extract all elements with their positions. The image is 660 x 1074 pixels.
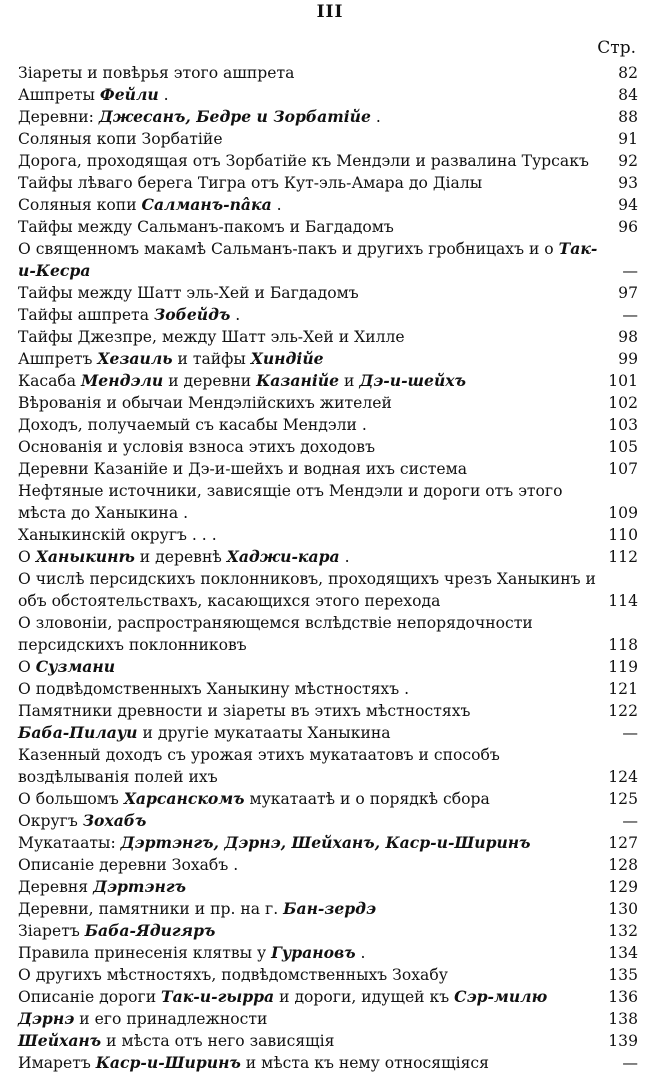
toc-entry <box>18 722 638 744</box>
toc-entry-page: 125 <box>608 790 638 808</box>
toc-entry-title: Округъ Зохабъ <box>18 811 147 830</box>
toc-entry <box>18 788 638 810</box>
toc-entry-title: Казенный доходъ съ урожая этихъ мукатаатовъ и способъ воздѣлыванія полей ихъ <box>18 746 500 786</box>
toc-entry <box>18 1008 638 1030</box>
toc-entry-page: 103 <box>608 416 638 434</box>
toc-entry <box>18 898 638 920</box>
toc-entry <box>18 744 638 788</box>
toc-entry-page: 127 <box>608 834 638 852</box>
toc-entry-title: Соляныя копи Зорбатійе <box>18 130 223 148</box>
toc-entry-title: Ашпреты Фейли . <box>18 85 169 104</box>
toc-entry-page: 118 <box>608 636 638 654</box>
toc-entry-title: Шейханъ и мѣста отъ него зависящія <box>18 1031 335 1050</box>
toc-entry-title: Вѣрованія и обычаи Мендэлійскихъ жителей <box>18 394 392 412</box>
toc-entry-title: Зіареты и повѣрья этого ашпрета <box>18 64 295 82</box>
toc-entry-title: Деревня Дэртэнгъ <box>18 877 186 896</box>
toc-entry-page: 96 <box>618 218 638 236</box>
toc-entry-title: Деревни, памятники и пр. на г. Бан-зердэ <box>18 899 377 918</box>
toc-entry <box>18 568 638 612</box>
toc-entry <box>18 304 638 326</box>
toc-entry-title: О числѣ персидскихъ поклонниковъ, проходящихъ чрезъ Ханыкинъ и объ обстоятельствахъ, касающихся этого перехода <box>18 570 596 610</box>
toc-entry <box>18 392 638 414</box>
toc-entry <box>18 832 638 854</box>
toc-entry-title: О подвѣдомственныхъ Ханыкину мѣстностяхъ . <box>18 680 410 698</box>
toc-entry-title: О Сузмани <box>18 657 116 676</box>
toc-entry-title: Тайфы ашпрета Зобейдъ . <box>18 305 241 324</box>
toc-entry <box>18 216 638 238</box>
table-of-contents <box>18 62 638 1074</box>
toc-entry <box>18 524 638 546</box>
page-number: III <box>316 2 344 22</box>
toc-entry-title: Основанія и условія взноса этихъ доходовъ <box>18 438 376 456</box>
toc-entry <box>18 150 638 172</box>
toc-entry-page: 112 <box>608 548 638 566</box>
toc-entry-title: Тайфы между Сальманъ-пакомъ и Багдадомъ <box>18 218 394 236</box>
toc-entry-page: 128 <box>608 856 638 874</box>
toc-entry-page: 92 <box>618 152 638 170</box>
toc-entry-title: Ашпретъ Хезаиль и тайфы Хиндійе <box>18 349 324 368</box>
toc-entry-page: 132 <box>608 922 638 940</box>
toc-entry-title: Зіаретъ Баба-Ядигяръ <box>18 921 216 940</box>
toc-entry-page: — <box>622 1054 638 1072</box>
toc-entry-page: 130 <box>608 900 638 918</box>
toc-entry-page: 135 <box>608 966 638 984</box>
toc-entry-title: О Ханыкинѣ и деревнѣ Хаджи-кара . <box>18 547 350 566</box>
toc-entry <box>18 480 638 524</box>
toc-entry <box>18 326 638 348</box>
toc-entry-page: 93 <box>618 174 638 192</box>
toc-entry <box>18 678 638 700</box>
toc-entry-page: 99 <box>618 350 638 368</box>
toc-entry-page: 102 <box>608 394 638 412</box>
toc-entry-title: Дорога, проходящая отъ Зорбатійе къ Мендэли и развалина Турсакъ <box>18 152 589 170</box>
toc-entry <box>18 546 638 568</box>
toc-entry-title: Тайфы Джезпре, между Шатт эль-Хей и Хилле <box>18 328 405 346</box>
toc-entry <box>18 810 638 832</box>
toc-entry-page: 136 <box>608 988 638 1006</box>
toc-entry-page: 88 <box>618 108 638 126</box>
toc-entry-page: 101 <box>608 372 638 390</box>
toc-entry-page: 122 <box>608 702 638 720</box>
toc-entry-page: — <box>622 306 638 324</box>
toc-entry-page: 139 <box>608 1032 638 1050</box>
page-column-header: Стр. <box>597 38 636 58</box>
toc-entry-title: Описаніе деревни Зохабъ . <box>18 856 239 874</box>
toc-entry-title: Тайфы между Шатт эль-Хей и Багдадомъ <box>18 284 359 302</box>
toc-entry-page: 138 <box>608 1010 638 1028</box>
toc-entry <box>18 656 638 678</box>
toc-entry-page: — <box>622 724 638 742</box>
toc-entry-title: Соляныя копи Салманъ-пâка . <box>18 195 282 214</box>
toc-entry <box>18 700 638 722</box>
toc-entry <box>18 876 638 898</box>
toc-entry <box>18 920 638 942</box>
toc-entry-page: 91 <box>618 130 638 148</box>
toc-entry-title: Касаба Мендэли и деревни Казанійе и Дэ-и-шейхъ <box>18 371 466 390</box>
toc-entry <box>18 436 638 458</box>
toc-entry <box>18 106 638 128</box>
toc-entry <box>18 172 638 194</box>
toc-entry-title: Дэрнэ и его принадлежности <box>18 1009 268 1028</box>
toc-entry-page: 114 <box>608 592 638 610</box>
toc-entry-title: Нефтяные источники, зависящіе отъ Мендэли и дороги отъ этого мѣста до Ханыкина . <box>18 482 563 522</box>
toc-entry-title: Описаніе дороги Так-и-гырра и дороги, идущей къ Сэр-милю <box>18 987 548 1006</box>
toc-entry-title: Имаретъ Каср-и-Ширинъ и мѣста къ нему относящіяся <box>18 1053 490 1072</box>
toc-entry <box>18 348 638 370</box>
toc-entry-page: 97 <box>618 284 638 302</box>
toc-entry <box>18 84 638 106</box>
toc-entry-title: О большомъ Харсанскомъ мукатаатѣ и о порядкѣ сбора <box>18 789 490 808</box>
toc-entry-title: Деревни Казанійе и Дэ-и-шейхъ и водная ихъ система <box>18 460 468 478</box>
toc-entry-title: Памятники древности и зіареты въ этихъ мѣстностяхъ <box>18 702 471 720</box>
toc-entry-title: Доходъ, получаемый съ касабы Мендэли . <box>18 416 367 434</box>
toc-entry <box>18 414 638 436</box>
toc-entry-page: 134 <box>608 944 638 962</box>
toc-entry <box>18 1052 638 1074</box>
toc-entry <box>18 62 638 84</box>
toc-entry <box>18 458 638 480</box>
toc-entry-page: 119 <box>608 658 638 676</box>
toc-entry-title: Тайфы лѣваго берега Тигра отъ Кут-эль-Амара до Діалы <box>18 174 483 192</box>
toc-entry-title: Баба-Пилауи и другіе мукатааты Ханыкина <box>18 723 391 742</box>
toc-entry-title: Деревни: Джесанъ, Бедре и Зорбатійе . <box>18 107 381 126</box>
toc-entry <box>18 1030 638 1052</box>
toc-entry-title: Правила принесенія клятвы у Гурановъ . <box>18 943 366 962</box>
toc-entry <box>18 942 638 964</box>
toc-entry-page: 124 <box>608 768 638 786</box>
toc-entry-page: 109 <box>608 504 638 522</box>
toc-entry-page: 94 <box>618 196 638 214</box>
toc-entry <box>18 282 638 304</box>
toc-entry <box>18 238 638 282</box>
toc-entry-page: 129 <box>608 878 638 896</box>
toc-entry-title: О священномъ макамѣ Сальманъ-пакъ и другихъ гробницахъ и о Так-и-Кесра <box>18 239 598 280</box>
toc-entry-page: 84 <box>618 86 638 104</box>
toc-entry <box>18 854 638 876</box>
toc-entry-page: — <box>622 262 638 280</box>
toc-entry-page: 110 <box>608 526 638 544</box>
toc-entry <box>18 370 638 392</box>
toc-entry-page: 82 <box>618 64 638 82</box>
toc-entry-title: Мукатааты: Дэртэнгъ, Дэрнэ, Шейханъ, Каср-и-Ширинъ <box>18 833 531 852</box>
toc-entry-page: 105 <box>608 438 638 456</box>
toc-entry <box>18 612 638 656</box>
toc-entry-title: О другихъ мѣстностяхъ, подвѣдомственныхъ Зохабу <box>18 966 448 984</box>
toc-entry-title: О зловоніи, распространяющемся вслѣдствіе непорядочности персидскихъ поклонниковъ <box>18 614 533 654</box>
toc-entry-page: 107 <box>608 460 638 478</box>
toc-entry-page: — <box>622 812 638 830</box>
toc-entry-title: Ханыкинскій округъ . . . <box>18 526 217 544</box>
toc-entry <box>18 194 638 216</box>
toc-entry-page: 121 <box>608 680 638 698</box>
toc-entry <box>18 128 638 150</box>
toc-entry-page: 98 <box>618 328 638 346</box>
toc-entry <box>18 964 638 986</box>
toc-entry <box>18 986 638 1008</box>
